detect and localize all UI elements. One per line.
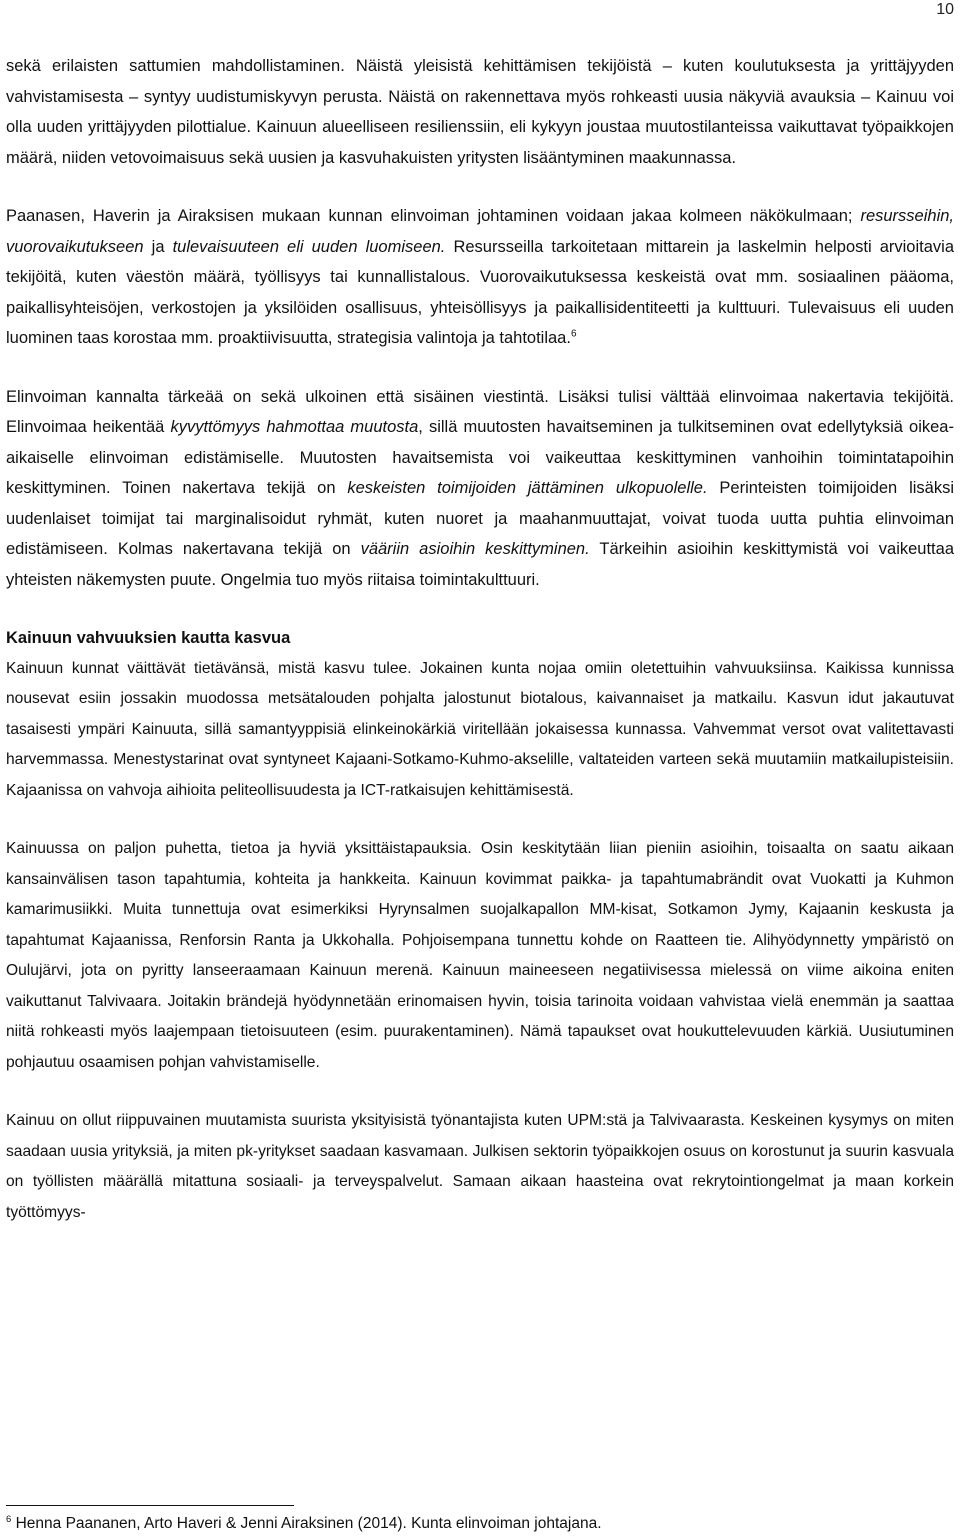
paragraph-text: ja — [143, 237, 173, 256]
paragraph-text: Elinvoiman kannalta tärkeää on sekä ulkoinen että sisäinen viestintä. Lisäksi tulisi välttää elinvoimaa nakertavia tekijöitä. Elinvoimaa heikentää — [6, 387, 954, 436]
paragraph-text: Kainuussa on paljon puhetta, tietoa ja hyviä yksittäistapauksia. Osin keskitytään liian pieniin asioihin, toisaalta on saatu aikaan kansainvälisen tason tapahtumia, kohteita ja hankkeita. Kainuun kovimmat paikka- ja tapahtumabrändit ovat Vuokatti ja Kuhmon kamarimusiikki. Muita tunnettuja ovat esimerkiksi Hyrynsalmen suojalkapallon MM-kisat, Sotkamon Jymy, Kajaanin keskusta ja tapahtumat Kajaanissa, Renforsin Ranta ja Ukkohalla. Pohjoisempana tunnettu kohde on Raatteen tie. Alihyödynnetty ympäristö on Oulujärvi, jota on pyritty lanseeraamaan Kainuun merenä. Kainuun maineeseen negatiivisessa mielessä on viime aikoina eniten vaikuttanut Talvivaara. Joitakin brändejä hyödynnetään erinomaisen hyvin, toisia tarinoita voidaan vahvistaa vielä enemmän ja saattaa niitä rohkeasti myös laajempaan tietoisuuteen (esim. puurakentaminen). Nämä tapaukset ovat houkuttelevuuden kärkiä. Uusiutuminen pohjautuu osaamisen pohjan vahvistamiselle. — [6, 840, 954, 1071]
footnote-marker: 6 — [6, 1513, 12, 1525]
paragraph-text: Tärkeihin asioihin keskittymistä voi vaikeuttaa yhteisten näkemysten puute. Ongelmia tuo myös riitaisa toimintakulttuuri. — [6, 540, 954, 589]
footnote-reference[interactable]: 6 — [570, 328, 577, 340]
emphasis-text: tulevaisuuteen eli uuden luomiseen. — [172, 237, 446, 256]
paragraph-growth-strengths — [6, 654, 954, 807]
paragraph-renewal-basis — [6, 51, 954, 173]
emphasis-text: kyvyttömyys hahmottaa muutosta — [170, 418, 419, 436]
section-heading: Kainuun vahvuuksien kautta kasvua — [6, 629, 291, 647]
emphasis-text: vääriin asioihin keskittyminen. — [360, 540, 590, 558]
paragraph-vitality-perspectives — [6, 201, 954, 354]
paragraph-vitality-threats — [6, 382, 954, 596]
footnote-text: Henna Paananen, Arto Haveri & Jenni Airaksinen (2014). Kunta elinvoiman johtajana. — [11, 1515, 602, 1532]
paragraph-brands-events — [6, 834, 954, 1078]
emphasis-text: keskeisten toimijoiden jättäminen ulkopuolelle. — [347, 479, 708, 497]
paragraph-text: Kainuu on ollut riippuvainen muutamista suurista yksityisistä työnantajista kuten UPM:stä ja Talvivaarasta. Keskeinen kysymys on miten saadaan uusia yrityksiä, ja miten pk-yritykset saadaan kasvamaan. Julkisen sektorin työpaikkojen osuus on korostunut ja suurin kasvuala on työllisten määrällä mitattuna sosiaali- ja terveyspalvelut. Samaan aikaan haasteina ovat rekrytointiongelmat ja maan korkein työttömyys- — [6, 1112, 954, 1221]
paragraph-text: Perinteisten toimijoiden lisäksi uudenlaiset toimijat tai marginalisoidut ryhmät, kuten nuoret ja maahanmuuttajat, voivat tuoda uutta puhtia elinvoiman edistämiseen. Kolmas nakertavana tekijä on — [6, 479, 954, 558]
paragraph-text: , sillä muutosten havaitseminen ja tulkitseminen ovat edellytyksiä oikea-aikaiselle elinvoiman edistämiselle. Muutosten havaitsemista voi vaikeuttaa keskittyminen vanhoihin toimintatapoihin keskittyminen. Toinen nakertava tekijä on — [6, 418, 954, 497]
emphasis-text: resursseihin, vuorovaikutukseen — [6, 207, 954, 256]
paragraph-text: Resursseilla tarkoitetaan mittarein ja laskelmin helposti arvioitavia tekijöitä, kuten väestön määrä, työllisyys tai kunnallistalous. Vuorovaikutuksessa keskeistä ovat mm. sosiaalinen pääoma, paikallisyhteisöjen, verkostojen ja yksilöiden osallisuus, yhteisöllisyys ja paikallisidentiteetti ja kulttuuri. Tulevaisuus eli uuden luominen taas korostaa mm. proaktiivisuutta, strategisia valintoja ja tahtotilaa. — [6, 237, 954, 347]
paragraph-employers — [6, 1106, 954, 1228]
document-body — [6, 51, 954, 1228]
footnote — [6, 1514, 602, 1534]
page-number: 10 — [936, 1, 954, 18]
paragraph-text: sekä erilaisten sattumien mahdollistaminen. Näistä yleisistä kehittämisen tekijöistä – kuten koulutuksesta ja yrittäjyyden vahvistamisesta – syntyy uudistumiskyvyn perusta. Näistä on rakennettava myös rohkeasti uusia näkyviä avauksia – Kainuu voi olla uuden yrittäjyyden pilottialue. Kainuun alueelliseen resilienssiin, eli kykyyn joustaa muutostilanteissa vaikuttavat työpaikkojen määrä, niiden vetovoimaisuus sekä uusien ja kasvuhakuisten yritysten lisääntyminen maakunnassa. — [6, 57, 954, 167]
paragraph-text: Paanasen, Haverin ja Airaksisen mukaan kunnan elinvoiman johtaminen voidaan jakaa kolmeen näkökulmaan; — [6, 207, 861, 225]
footnote-separator — [6, 1505, 294, 1506]
paragraph-text: Kainuun kunnat väittävät tietävänsä, mistä kasvu tulee. Jokainen kunta nojaa omiin oletettuihin vahvuuksiinsa. Kaikissa kunnissa nousevat esiin jossakin muodossa metsätalouden pohjalta jalostunut biotalous, kaivannaiset ja matkailu. Kasvun idut jakautuvat tasaisesti ympäri Kainuuta, sillä samantyyppisiä elinkeinokärkiä viritellään jokaisessa kunnassa. Vahvemmat versot ovat valitettavasti harvemmassa. Menestystarinat ovat syntyneet Kajaani-Sotkamo-Kuhmo-akselille, valtateiden varteen sekä muutamiin matkailupisteisiin. Kajaanissa on vahvoja aihioita peliteollisuudesta ja ICT-ratkaisujen kehittämisestä. — [6, 659, 954, 799]
